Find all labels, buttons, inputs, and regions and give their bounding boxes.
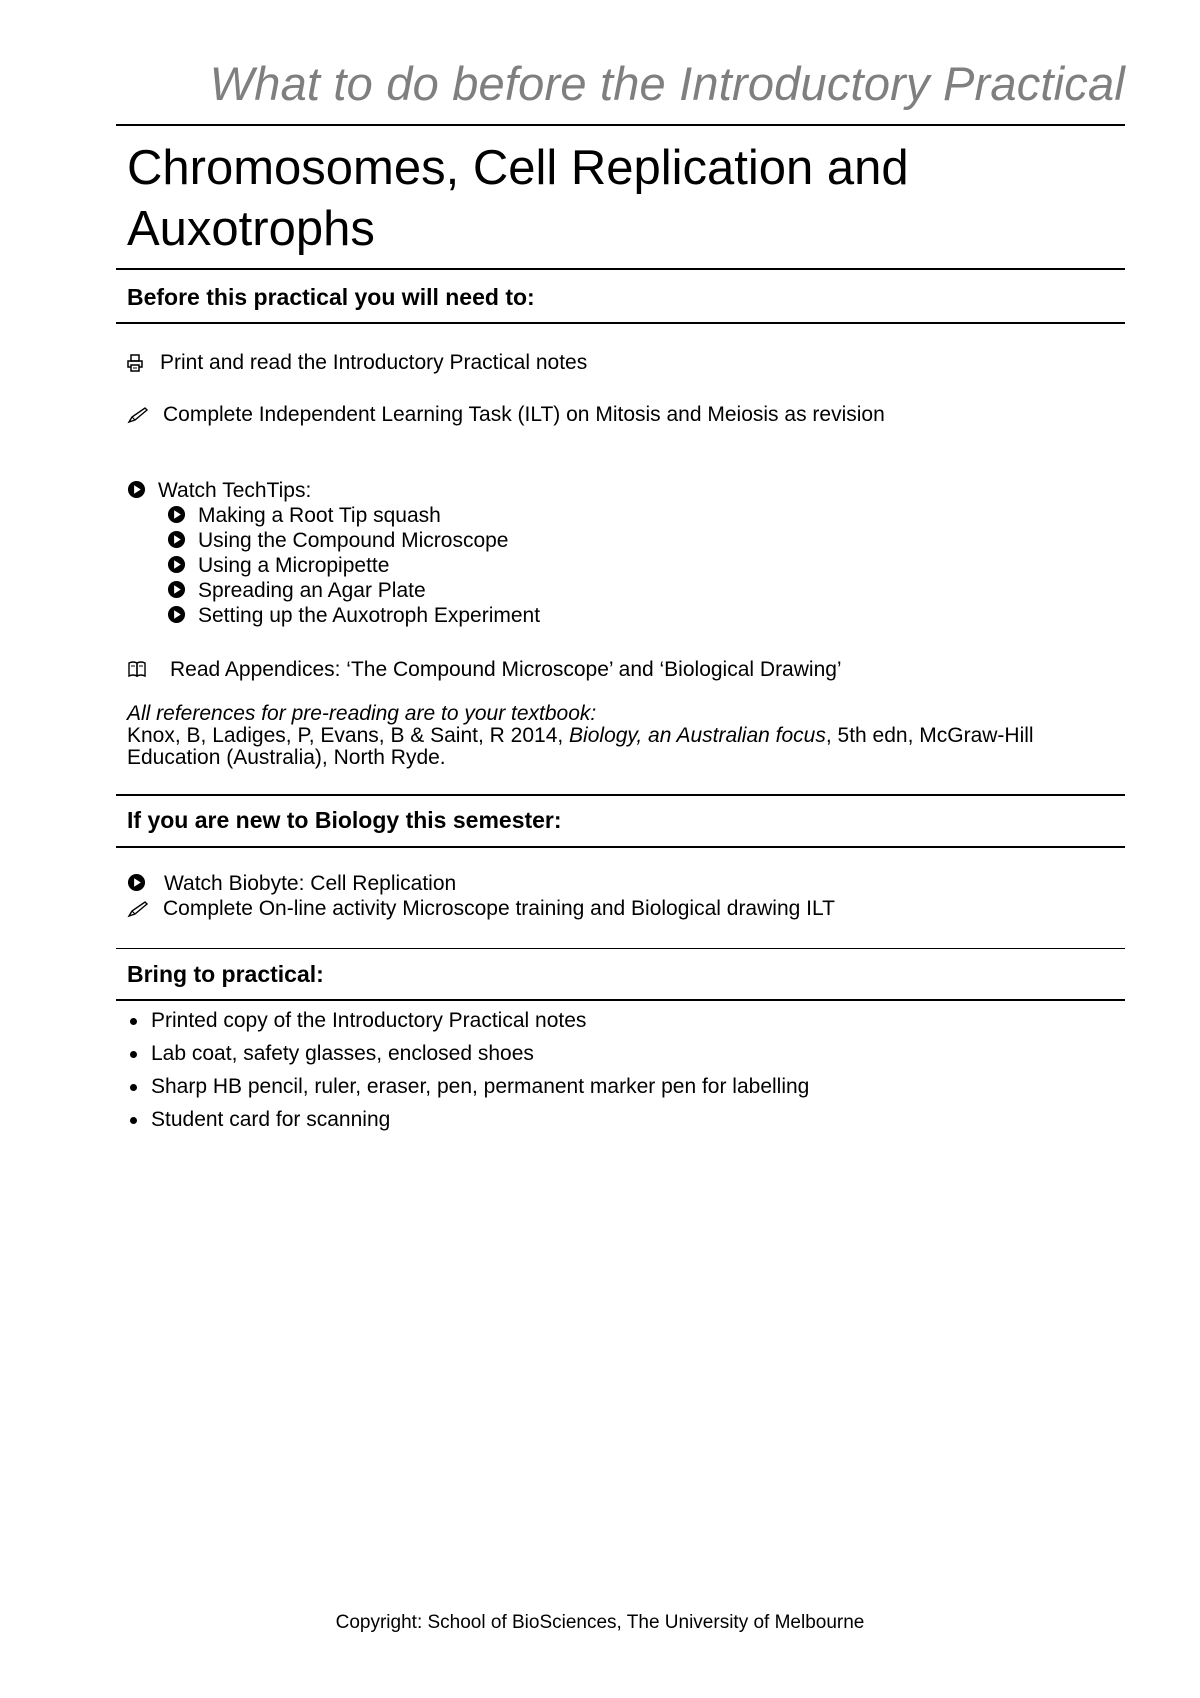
copyright-footer: Copyright: School of BioSciences, The University of Melbourne: [335, 1612, 865, 1633]
play-circle-icon: [127, 480, 146, 499]
pencil-icon: [127, 900, 149, 918]
play-circle-icon: [167, 555, 186, 574]
list-item: Printed copy of the Introductory Practical notes: [127, 1004, 809, 1037]
document-title-line2: Auxotrophs: [127, 202, 375, 256]
reference-publication: , 5th edn, McGraw-Hill Education (Australia), North Ryde.: [127, 724, 1034, 769]
section-rule-top: [116, 268, 1125, 270]
references-intro: All references for pre-reading are to your textbook:: [127, 702, 597, 725]
pencil-icon: [127, 406, 149, 424]
techtip-text: Setting up the Auxotroph Experiment: [198, 604, 541, 627]
techtip-text: Making a Root Tip squash: [198, 504, 441, 527]
list-item: Student card for scanning: [127, 1103, 809, 1136]
techtip-text: Using the Compound Microscope: [198, 529, 509, 552]
new-to-bio-heading: If you are new to Biology this semester:: [127, 807, 562, 833]
reference-authors: Knox, B, Ladiges, P, Evans, B & Saint, R 2014,: [127, 724, 570, 747]
section-rule-top: [116, 794, 1125, 796]
bring-list: [127, 1004, 809, 1136]
before-heading: Before this practical you will need to:: [127, 284, 535, 310]
open-book-icon: [128, 660, 146, 678]
list-item: Sharp HB pencil, ruler, eraser, pen, permanent marker pen for labelling: [127, 1070, 809, 1103]
section-rule-top: [116, 948, 1125, 949]
reference-book-title: Biology, an Australian focus: [569, 724, 826, 747]
appendices-item-text: Read Appendices: ‘The Compound Microscope’ and ‘Biological Drawing’: [170, 658, 842, 681]
play-circle-icon: [167, 580, 186, 599]
techtip-text: Using a Micropipette: [198, 554, 390, 577]
running-header: What to do before the Introductory Practical: [209, 57, 1125, 110]
play-circle-icon: [167, 605, 186, 624]
reference-citation: [127, 725, 1127, 769]
section-rule-bottom: [116, 999, 1125, 1001]
play-circle-icon: [167, 530, 186, 549]
ilt-item-text: Complete Independent Learning Task (ILT) on Mitosis and Meiosis as revision: [163, 403, 885, 426]
header-rule: [116, 124, 1125, 126]
bring-heading: Bring to practical:: [127, 961, 324, 987]
document-title: [127, 138, 1087, 260]
biobyte-item-text: Watch Biobyte: Cell Replication: [164, 872, 457, 895]
list-item: Lab coat, safety glasses, enclosed shoes: [127, 1037, 809, 1070]
printer-icon: [127, 354, 143, 372]
techtip-text: Spreading an Agar Plate: [198, 579, 426, 602]
document-title-line1: Chromosomes, Cell Replication and: [127, 141, 909, 195]
section-rule-bottom: [116, 322, 1125, 324]
online-activity-item-text: Complete On-line activity Microscope training and Biological drawing ILT: [163, 897, 835, 920]
play-circle-icon: [127, 873, 146, 892]
play-circle-icon: [167, 505, 186, 524]
watch-techtips-label: Watch TechTips:: [158, 479, 312, 502]
section-rule-bottom: [116, 846, 1125, 848]
print-item-text: Print and read the Introductory Practical notes: [160, 351, 588, 374]
